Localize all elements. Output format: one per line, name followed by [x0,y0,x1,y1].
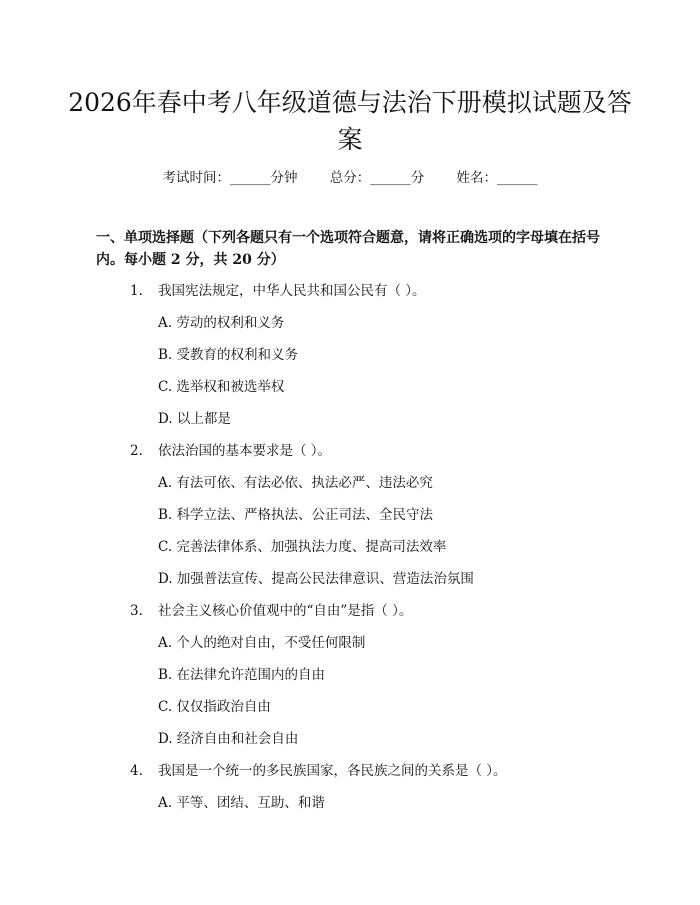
section-heading: 一、单项选择题（下列各题只有一个选项符合题意，请将正确选项的字母填在括号内。每小题 2 分，共 20 分） [96,230,600,268]
question-text: 我国宪法规定，中华人民共和国公民有（ ）。 [158,283,426,299]
option-b: B. 科学立法、严格执法、公正司法、全民守法 [158,507,434,523]
student-name-field: 姓名：______ [456,170,538,186]
question-number: 2. [130,443,143,459]
option-b: B. 在法律允许范围内的自由 [158,667,326,683]
question-text: 社会主义核心价值观中的“自由”是指（ ）。 [158,603,413,619]
question-number: 1. [130,283,143,299]
option-a: A. 劳动的权利和义务 [158,315,285,331]
total-score-field: 总分：______分 [329,170,425,186]
option-d: D. 加强普法宣传、提高公民法律意识、营造法治氛围 [158,571,474,587]
option-c: C. 选举权和被选举权 [158,379,285,395]
option-c: C. 仅仅指政治自由 [158,699,271,715]
document-title: 2026年春中考八年级道德与法治下册模拟试题及答案 [68,88,632,154]
option-d: D. 经济自由和社会自由 [158,731,299,747]
option-a: A. 平等、团结、互助、和谐 [158,795,325,811]
exam-time-field: 考试时间：______分钟 [162,170,298,186]
option-a: A. 个人的绝对自由，不受任何限制 [158,635,366,651]
question-number: 3. [130,603,143,619]
option-a: A. 有法可依、有法必依、执法必严、违法必究 [158,475,433,491]
option-c: C. 完善法律体系、加强执法力度、提高司法效率 [158,539,447,555]
exam-info-line [0,168,700,188]
question-text: 我国是一个统一的多民族国家，各民族之间的关系是（ ）。 [158,763,507,779]
option-b: B. 受教育的权利和义务 [158,347,299,363]
question-number: 4. [130,763,143,779]
option-d: D. 以上都是 [158,411,231,427]
question-text: 依法治国的基本要求是（ ）。 [158,443,332,459]
